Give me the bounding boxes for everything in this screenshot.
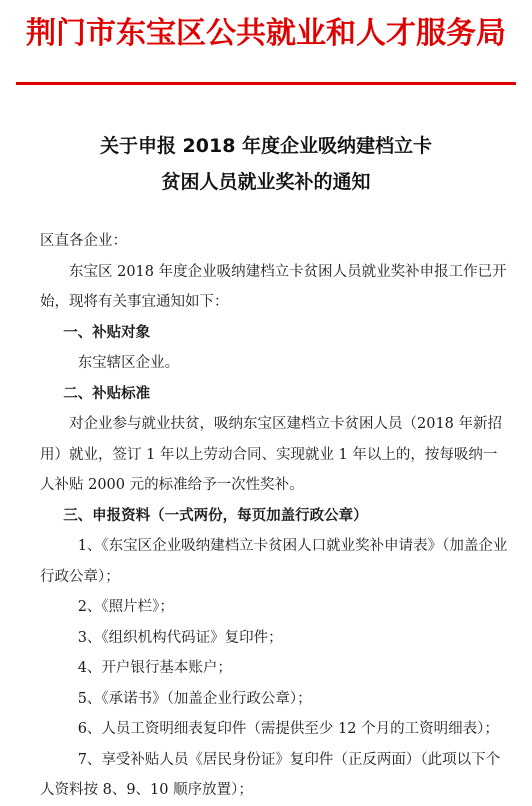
document-title xyxy=(0,128,532,200)
list-item: 3、《组织机构代码证》复印件； xyxy=(77,629,283,646)
title-line-1: 关于申报 2018 年度企业吸纳建档立卡 xyxy=(99,135,433,157)
section-2-text: 对企业参与就业扶贫，吸纳东宝区建档立卡贫困人员（2018 年新招用）就业，签订 1 年以上劳动合同、实现就业 1 年以上的，按每吸纳一人补贴 2000 元的标准给予一次性奖补。 xyxy=(40,416,503,493)
header-red-rule xyxy=(16,82,516,85)
section-3-heading: 三、申报资料（一式两份，每页加盖行政公章） xyxy=(63,507,368,524)
title-line-2: 贫困人员就业奖补的通知 xyxy=(161,171,371,193)
list-item: 6、人员工资明细表复印件（需提供至少 12 个月的工资明细表）； xyxy=(77,721,499,737)
section-2-heading: 二、补贴标准 xyxy=(63,385,151,402)
document-body xyxy=(40,226,510,806)
section-1-heading: 一、补贴对象 xyxy=(63,324,151,341)
list-item: 7、享受补贴人员《居民身份证》复印件（正反两面）（此项以下个人资料按 8、9、10 顺序放置）； xyxy=(40,751,501,798)
list-item: 4、开户银行基本账户； xyxy=(77,660,232,676)
salutation: 区直各企业： xyxy=(40,233,127,249)
list-item: 5、《承诺书》（加盖企业行政公章）； xyxy=(77,690,312,707)
list-item: 1、《东宝区企业吸纳建档立卡贫困人口就业奖补申请表》（加盖企业行政公章）； xyxy=(40,538,508,585)
section-1-text: 东宝辖区企业。 xyxy=(77,355,180,371)
document-header xyxy=(0,10,532,58)
issuing-organization: 荆门市东宝区公共就业和人才服务局 xyxy=(26,16,506,51)
intro-paragraph: 东宝区 2018 年度企业吸纳建档立卡贫困人员就业奖补申报工作已开始，现将有关事宜通知如下： xyxy=(40,263,507,310)
list-item: 2、《照片栏》； xyxy=(77,599,174,615)
